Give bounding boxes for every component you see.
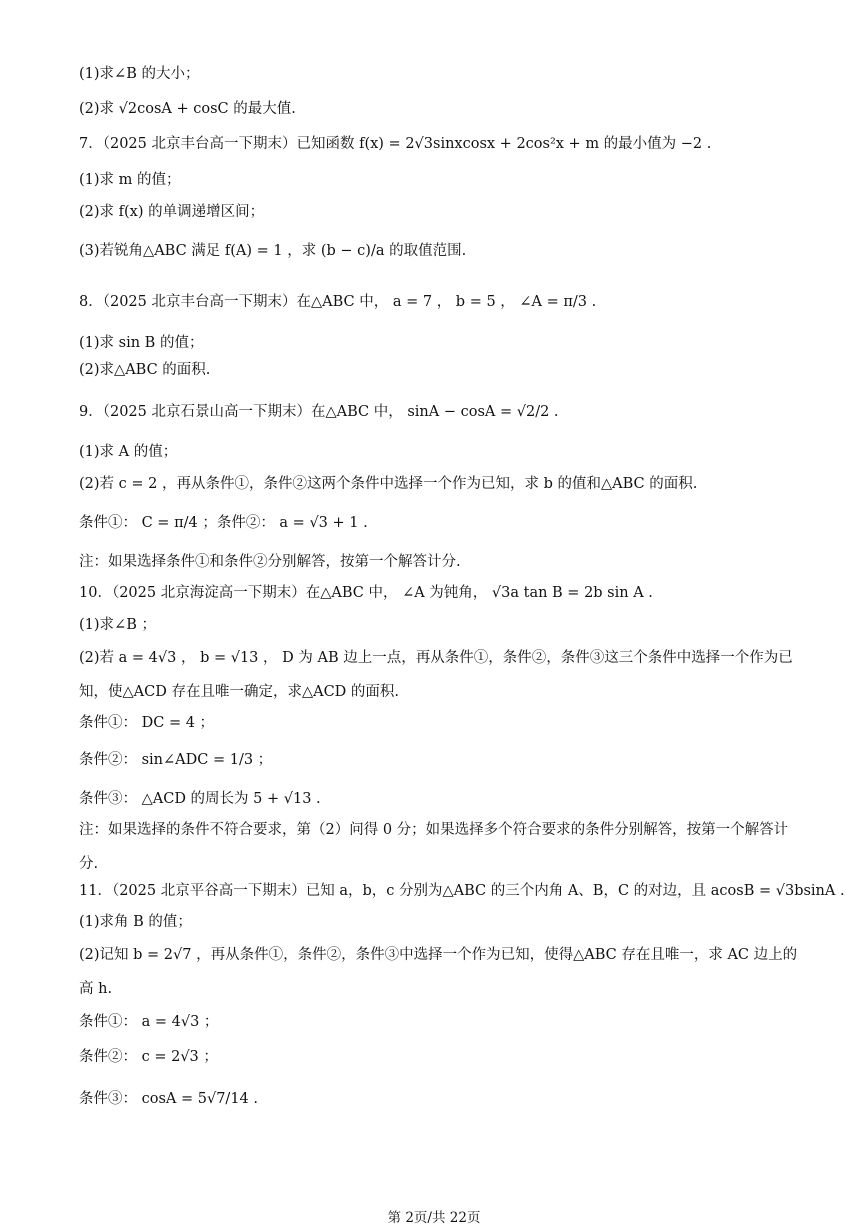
q7-part1: (1)求 m 的值；	[79, 172, 181, 188]
q9-part1: (1)求 A 的值；	[79, 444, 178, 460]
q10-part2: (2)若 a = 4√3 ， b = √13 ， D 为 AB 边上一点，再从条件①，条件②，条件③这三个条件中选择一个作为已知，使△ACD 存在且唯一确定，求△ACD 的面积.	[79, 650, 793, 700]
q6-part1: (1)求∠B 的大小；	[79, 66, 200, 82]
q10-condition2: 条件②： sin∠ADC = 1/3 ；	[79, 752, 273, 768]
q10-stem: 10．（2025 北京海淀高一下期末）在△ABC 中， ∠A 为钝角， √3a tan B = 2b sin A .	[79, 585, 653, 601]
q6-part2: (2)求 √2cosA + cosC 的最大值.	[79, 101, 296, 117]
q10-condition1: 条件①： DC = 4 ；	[79, 715, 215, 731]
q8-part2: (2)求△ABC 的面积.	[79, 362, 211, 378]
q9-part2: (2)若 c = 2 ，再从条件①，条件②这两个条件中选择一个作为已知，求 b 的值和△ABC 的面积.	[79, 476, 698, 492]
q10-note: 注：如果选择的条件不符合要求，第（2）问得 0 分；如果选择多个符合要求的条件分别解答，按第一个解答计分.	[79, 822, 789, 872]
page-footer: 第 2页/共 22页	[387, 1210, 481, 1226]
q11-part1: (1)求角 B 的值；	[79, 914, 192, 930]
q11-condition3: 条件③： cosA = 5√7/14 .	[79, 1091, 258, 1107]
q9-conditions: 条件①： C = π/4 ；条件②： a = √3 + 1 .	[79, 515, 368, 531]
q9-stem: 9．（2025 北京石景山高一下期末）在△ABC 中， sinA − cosA = √2/2 .	[79, 404, 559, 420]
q10-condition3: 条件③： △ACD 的周长为 5 + √13 .	[79, 791, 321, 807]
q11-condition1: 条件①： a = 4√3 ；	[79, 1014, 219, 1030]
q11-stem: 11．（2025 北京平谷高一下期末）已知 a，b，c 分别为△ABC 的三个内角 A、B，C 的对边，且 acosB = √3bsinA .	[79, 883, 845, 899]
q8-stem: 8．（2025 北京丰台高一下期末）在△ABC 中， a = 7 ， b = 5 ， ∠A = π/3 .	[79, 294, 597, 310]
q7-stem: 7．（2025 北京丰台高一下期末）已知函数 f(x) = 2√3sinxcosx + 2cos²x + m 的最小值为 −2 .	[79, 136, 712, 152]
q11-condition2: 条件②： c = 2√3 ；	[79, 1049, 218, 1065]
q7-part3: (3)若锐角△ABC 满足 f(A) = 1 ，求 (b − c)/a 的取值范围.	[79, 243, 467, 259]
q11-part2: (2)记知 b = 2√7 ，再从条件①，条件②，条件③中选择一个作为已知，使得△ABC 存在且唯一，求 AC 边上的高 h.	[79, 947, 798, 997]
q8-part1: (1)求 sin B 的值；	[79, 335, 204, 351]
q9-note: 注：如果选择条件①和条件②分别解答，按第一个解答计分.	[79, 554, 461, 570]
q7-part2: (2)求 f(x) 的单调递增区间；	[79, 204, 265, 220]
q10-part1: (1)求∠B ；	[79, 617, 156, 633]
